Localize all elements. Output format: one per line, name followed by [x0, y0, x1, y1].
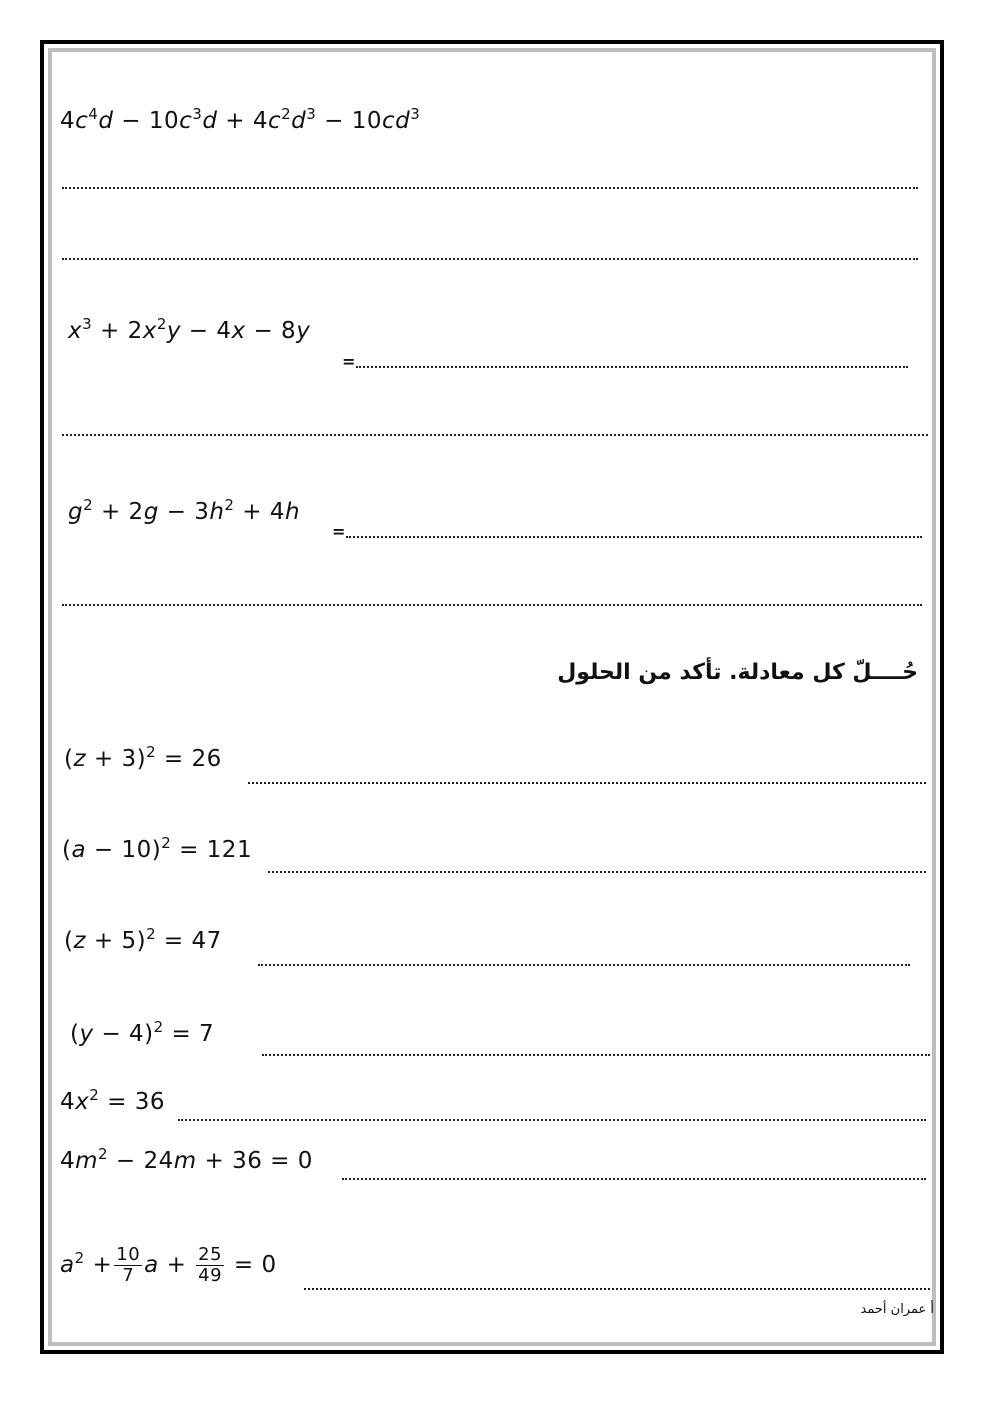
section-title: حُــــلّ كل معادلة. تأكد من الحلول: [557, 660, 918, 685]
answer-line[interactable]: [262, 1054, 930, 1056]
factor-expression-2: $x^3 + 2x^2y - 4x - 8y$: [68, 315, 311, 344]
answer-line[interactable]: [356, 366, 908, 368]
factor-expression-1: $4c^4d - 10c^3d + 4c^2d^3 - 10cd^3$: [60, 105, 421, 134]
equation-4: $(y - 4)^2 = 7$: [70, 1018, 215, 1047]
answer-line[interactable]: [62, 604, 922, 606]
answer-line[interactable]: [268, 871, 926, 873]
equals-sign: =: [342, 352, 356, 371]
answer-line[interactable]: [62, 187, 918, 189]
equation-2: $(a - 10)^2 = 121$: [62, 834, 253, 863]
author-name: أ عمران أحمد: [860, 1302, 934, 1317]
fraction: $\frac{25}{49}$: [198, 1244, 223, 1286]
answer-line[interactable]: [304, 1288, 930, 1290]
equals-sign: =: [332, 522, 346, 541]
fraction: $\frac{10}{7}$: [116, 1244, 141, 1286]
equation-7: $a^2$ + $\frac{10}{7}$ a + $\frac{25}{49}$ = 0: [60, 1244, 277, 1286]
answer-line[interactable]: [178, 1119, 926, 1121]
answer-line[interactable]: [258, 964, 910, 966]
answer-line[interactable]: [62, 258, 918, 260]
equation-6: $4m^2 - 24m + 36 = 0$: [60, 1145, 313, 1174]
answer-line[interactable]: [342, 1178, 926, 1180]
factor-expression-3: $g^2 + 2g - 3h^2 + 4h$: [68, 496, 301, 525]
equation-5: $4x^2 = 36$: [60, 1086, 165, 1115]
equation-3: $(z + 5)^2 = 47$: [64, 925, 222, 954]
equation-1: $(z + 3)^2 = 26$: [64, 743, 222, 772]
answer-line[interactable]: [346, 536, 922, 538]
answer-line[interactable]: [62, 434, 928, 436]
answer-line[interactable]: [248, 782, 926, 784]
